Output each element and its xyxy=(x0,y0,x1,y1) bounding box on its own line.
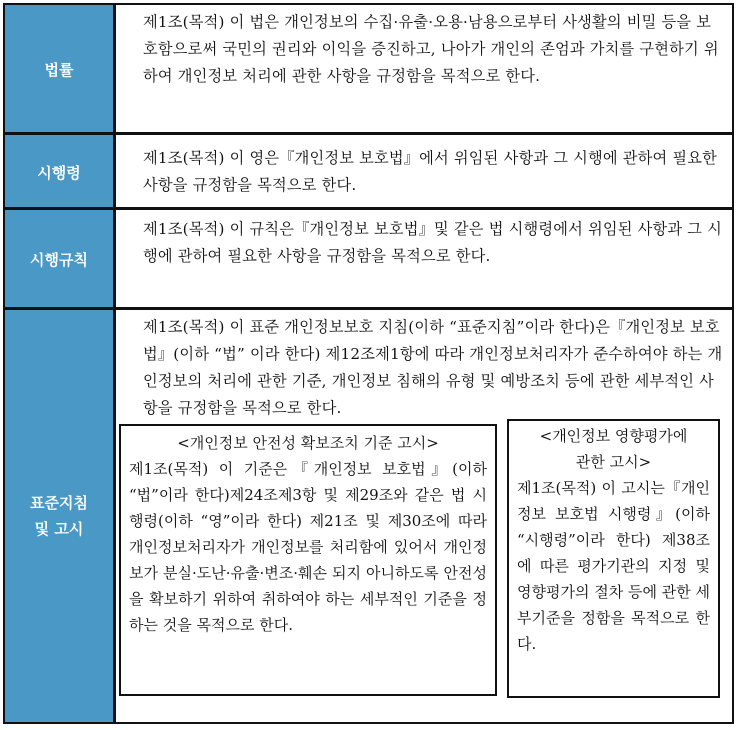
row-label-guidelines xyxy=(5,310,113,722)
article-text: 제1조(목적) 이 영은『개인정보 보호법』에서 위임된 사항과 그 시행에 관하여 필요한 사항을 규정함을 목적으로 한다. xyxy=(143,149,718,194)
notice-title: <개인정보 안전성 확보조치 기준 고시> xyxy=(177,434,439,452)
notice-title: 관한 고시> xyxy=(575,453,652,471)
row-law xyxy=(5,5,732,135)
row-label-decree: 시행령 xyxy=(5,135,113,210)
article-text: 제1조(목적) 이 규칙은『개인정보 보호법』및 같은 법 시행령에서 위임된 사항과 그 시행에 관하여 필요한 사항을 규정함을 목적으로 한다. xyxy=(143,220,723,265)
row-text-law xyxy=(121,9,726,90)
row-text-guidelines xyxy=(121,314,726,422)
row-guidelines xyxy=(5,310,732,722)
notice-box-impact xyxy=(507,419,720,698)
notice-title: <개인정보 영향평가에 xyxy=(539,427,688,445)
row-text-rules xyxy=(121,216,726,270)
row-label-line: 표준지침 xyxy=(30,494,88,512)
column-divider xyxy=(113,5,116,135)
row-label-line: 및 고시 xyxy=(34,520,84,538)
article-text: 제1조(목적) 이 법은 개인정보의 수집·유출·오용·남용으로부터 사생활의 비밀 등을 보호함으로써 국민의 권리와 이익을 증진하고, 나아가 개인의 존엄과 가치를 구현하기 위하여 개인정보 처리에 관한 사항을 규정함을 목적으로 한다. xyxy=(143,13,719,85)
row-label-rules: 시행규칙 xyxy=(5,210,113,310)
article-text: 제1조(목적) 이 표준 개인정보보호 지침(이하 “표준지침”이라 한다)은『개인정보 보호법』(이하 “법” 이라 한다) 제12조제1항에 따라 개인정보처리자가 준수하여야 하는 개인정보의 처리에 관한 기준, 개인정보 침해의 유형 및 예방조치 등에 관한 세부적인 사항을 규정함을 목적으로 한다. xyxy=(143,318,723,417)
column-divider xyxy=(113,210,116,310)
column-divider xyxy=(113,310,116,722)
notice-text: 제1조(목적) 이 기준은『개인정보 보호법』(이하 “법”이라 한다)제24조제3항 및 제29조와 같은 법 시행령(이하 “영”이라 한다) 제21조 및 제30조에 따라 개인정보처리자가 개인정보를 처리함에 있어서 개인정보가 분실·도난·유출·변조·훼손 되지 아니하도록 안전성을 확보하기 위하여 취하여야 하는 세부적인 기준을 정하는 것을 목적으로 한다. xyxy=(129,460,487,634)
notice-box-safety xyxy=(119,424,497,696)
row-rules xyxy=(5,210,732,310)
row-text-decree xyxy=(121,145,726,199)
regulation-table xyxy=(3,3,734,724)
column-divider xyxy=(113,135,116,210)
row-label-law: 법률 xyxy=(5,5,113,135)
notice-text: 제1조(목적) 이 고시는『개인정보 보호법 시행령』(이하 “시행령”이라 한다) 제38조에 따른 평가기관의 지정 및 영향평가의 절차 등에 관한 세부기준을 정함을 목적으로 한다. xyxy=(517,479,710,653)
row-decree xyxy=(5,135,732,210)
